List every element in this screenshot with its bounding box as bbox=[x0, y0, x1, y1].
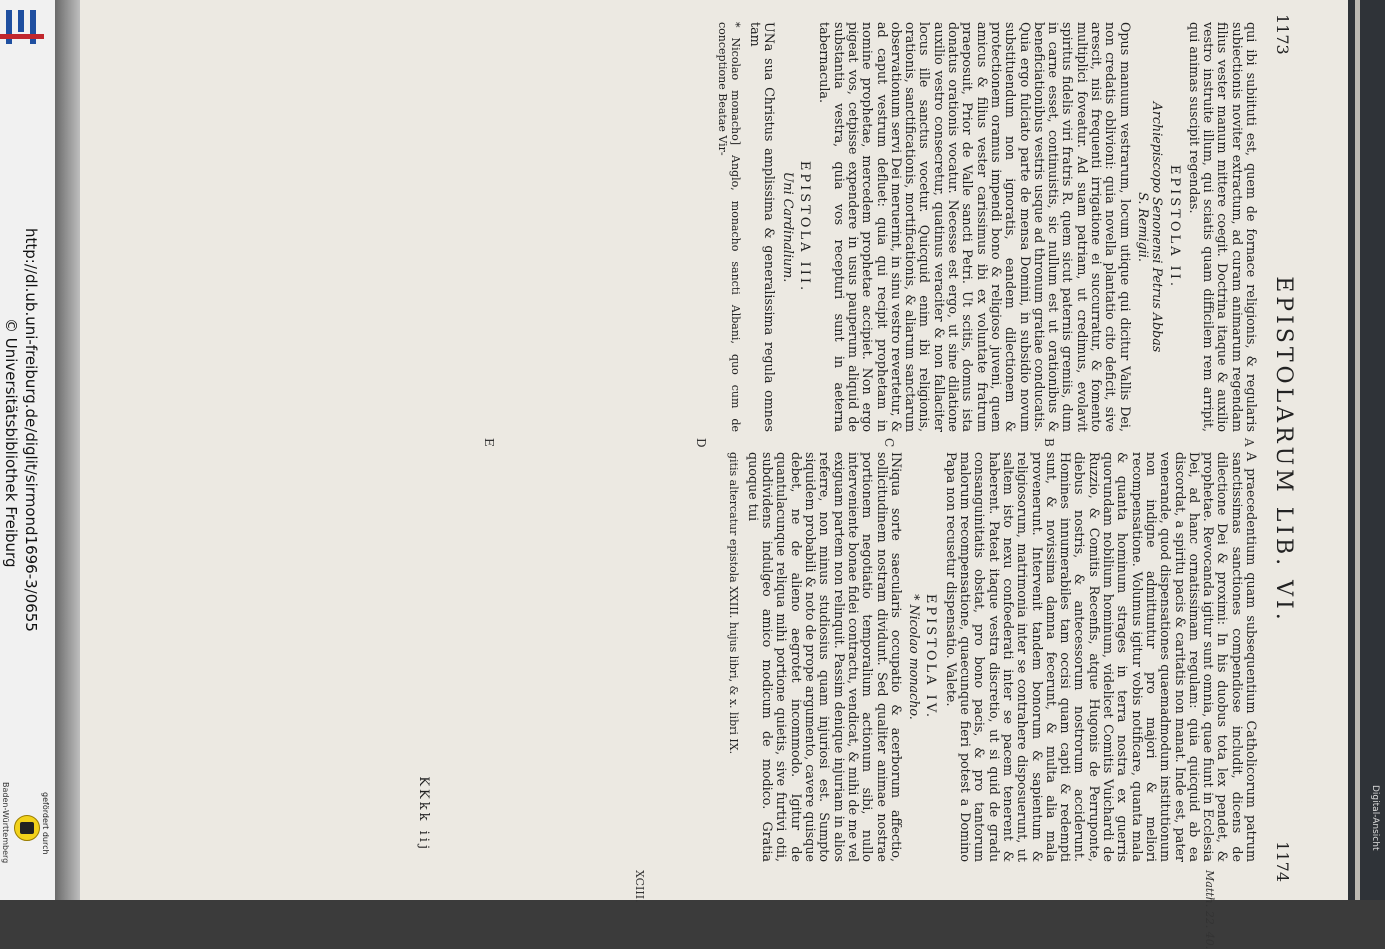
partner-label: Baden-Württemberg bbox=[1, 782, 10, 864]
epistola-2-sender: S. Remigii. bbox=[1135, 192, 1151, 262]
epistola-2-body: Opus manuum vestrarum, locum utique qui dicitur Vallis Dei, non credatis oblivioni: quia novella plantatio cito deficit, sive arescit, nisi frequenti irrigatione ei succurratur, & fomento multiplici foveatur. Ad suam patriam, ut credimus, evolavit spiritus fidelis viri fratris R. quem sicut paternis gremiis, dum in carne esset, continuistis, sic nullum est ut orationibus & beneficiationibus vestris usque ad thronum gratiae conducatis. Quia ergo fulciato parte de mensa Domini, in subsidio novum substituendum non ignoratis, eandem dilectionem & protectionem oramus impendi bono & religioso juveni, quem amicus & filius vester carissimus ibi ex voluntate fratrum praeposuit, Prior de Valle sancti Petri. Ut scitis, domus ista donatus orationis vocatur. Necesse est ergo, ut sine dilatione auxilio vestro consecretur, quatinus veraciter & non fallaciter locus ille sanctus vocetur. Quicquid enim ibi religionis, orationis, sanctificationis, mortificationis, & aliarum sanctarum observationum servi Dei meruerint, in sinu vestro revertetur, & ad caput vestrum defluet: quia qui recipit prophetam in nomine prophetae, mercedem prophetae accipiet. Non ergo pigeat vos, cetpisse expendere in usus pauperum aliquid de substantia vestra, quia vos recepturi sunt in aeterna tabernacula. bbox=[817, 22, 1133, 432]
epistola-2-addressee: Archiepiscopo Senonensi Petrus Abbas bbox=[1150, 101, 1166, 353]
marginal-letter-e: E bbox=[482, 438, 496, 447]
left-paragraph-1: qui ibi subiituti est, quem de fornace religionis, & regularis subiectionis noviter extractum, ad curam animarum regendam filius vester manum mittere coegit. Doctrina itaque & auxilio vestro instruite illum, qui sciatis quam difficilem rem arripit, qui animas suscipit regendas. bbox=[1186, 22, 1259, 432]
page-text-block bbox=[86, 8, 1296, 949]
viewer-sidebar bbox=[0, 0, 56, 900]
copyright-notice: © Universitätsbibliothek Freiburg bbox=[2, 318, 20, 568]
marginal-matth: Matth. 22. 40. bbox=[1203, 870, 1216, 949]
right-footnote: gitis altercatur epistola XXIII. hujus libri, & x. libri IX. bbox=[726, 452, 740, 755]
left-page-number: 1173 bbox=[1273, 14, 1292, 55]
right-column bbox=[727, 452, 1258, 862]
sponsor-label: gefördert durch bbox=[41, 792, 50, 855]
epistola-4-title: EPISTOLA IV. bbox=[923, 593, 939, 721]
state-seal-icon bbox=[14, 815, 40, 841]
signature-mark: KKkk iij bbox=[416, 776, 431, 852]
marginal-letter-c: C bbox=[882, 438, 896, 448]
marginal-xciii: XCIII. bbox=[633, 870, 646, 903]
viewer-right-label: Digital-Ansicht bbox=[1370, 785, 1380, 851]
epistola-2-title: EPISTOLA II. bbox=[1166, 164, 1182, 290]
left-column bbox=[716, 22, 1258, 432]
page-header bbox=[1264, 8, 1296, 892]
left-footnote: * Nicolao monacho] Anglo, monacho sancti Albani, quo cum de conceptione Beatae Vir- bbox=[715, 22, 742, 432]
epistola-3-addressee: Uni Cardinalium. bbox=[780, 171, 796, 283]
viewer-right-panel bbox=[1348, 0, 1385, 900]
marginal-letter-d: D bbox=[694, 438, 708, 448]
marginal-letter-a: A bbox=[1242, 438, 1256, 447]
epistola-3-title: EPISTOLA III. bbox=[797, 160, 813, 294]
page-edge bbox=[1355, 0, 1360, 900]
document-url[interactable]: http://dl.ub.uni-freiburg.de/diglit/sirmond1696-3/0655 bbox=[22, 228, 40, 632]
right-paragraph-1: A praecedentium quam subsequentium Catholicorum patrum sanctissimas sanctiones compendiose includit, dicens de dilectione Dei & proximi: In his duobus tota lex pendet, & prophetae. Revocanda igitur sunt omnia, quae fiunt in Ecclesia Dei, ad hanc ornatissimam regulam: quia quicquid ab ea discordat, a spiritu pacis & caritatis non manat. Inde est, pater venerande, quod dispensationes quaemadmodum institutionum non indigne admittuntur pro majori & meliori recompensatione. Volumus igitur vobis notificare, quanta mala & quanta hominum strages in terra nostra ex guerris quorundam nobilium hominum, videlicet Comitis Vuichardi de Ruzzio, & Comitis Recenfis, atque Hugonis de Perruponte, diebus nostris, & antecessorum nostrorum acciderunt. Homines innumerabiles tam occisi quam capti & redempti sunt, & novissima damna fecerunt, & multa alia mala provenerunt. Intervenit tandem bonorum & sapientum & religiosorum, matrimonia inter se contrahere disposuerunt, ut saltem isto nexu confoederati inter se pacem tenerent & haberent. Pateat itaque vestra discretio, ut si quid de gradu consanguinitatis obstat, pro bono pacis, & pro tantorum malorum recompensatione, quaecunque fieri potest a Domino Papa non recusetur dispensatio. Valete. bbox=[943, 452, 1259, 862]
epistola-3-body: UNa sua Christus amplissima & generalissima regula omnes tam bbox=[748, 22, 778, 432]
epistola-4-body: INiqua sorte saecularis occupatio & acerborum affectio, sollicitudinem nostram dividunt. Sed qualiter animae nostrae portionem negotiatio temporalium actionum sibi, nullo interveniente bonae fidei contractu, vendicat, & mihi de me vel exiguam partem non relinquit. Passim denique injuriam in alios referre, non minus studiosius quam injuriosi est. Sumpto siquidem probabili & noto de prope argumento, cavere quisque debet, ne de alieno aegrotet incommodo. Igitur de quantulacunque reliqua mihi portione quietis, sive furtivi otii, subdividens indulgeo amico modicum de modico. Gratia quoque tui bbox=[745, 452, 904, 862]
university-logo bbox=[0, 6, 48, 54]
epistola-4-addressee: * Nicolao monacho. bbox=[907, 594, 923, 720]
right-page-number: 1174 bbox=[1273, 841, 1292, 882]
running-head: EPISTOLARUM LIB. VI. bbox=[1271, 276, 1296, 624]
marginal-letter-b: B bbox=[1042, 438, 1056, 447]
